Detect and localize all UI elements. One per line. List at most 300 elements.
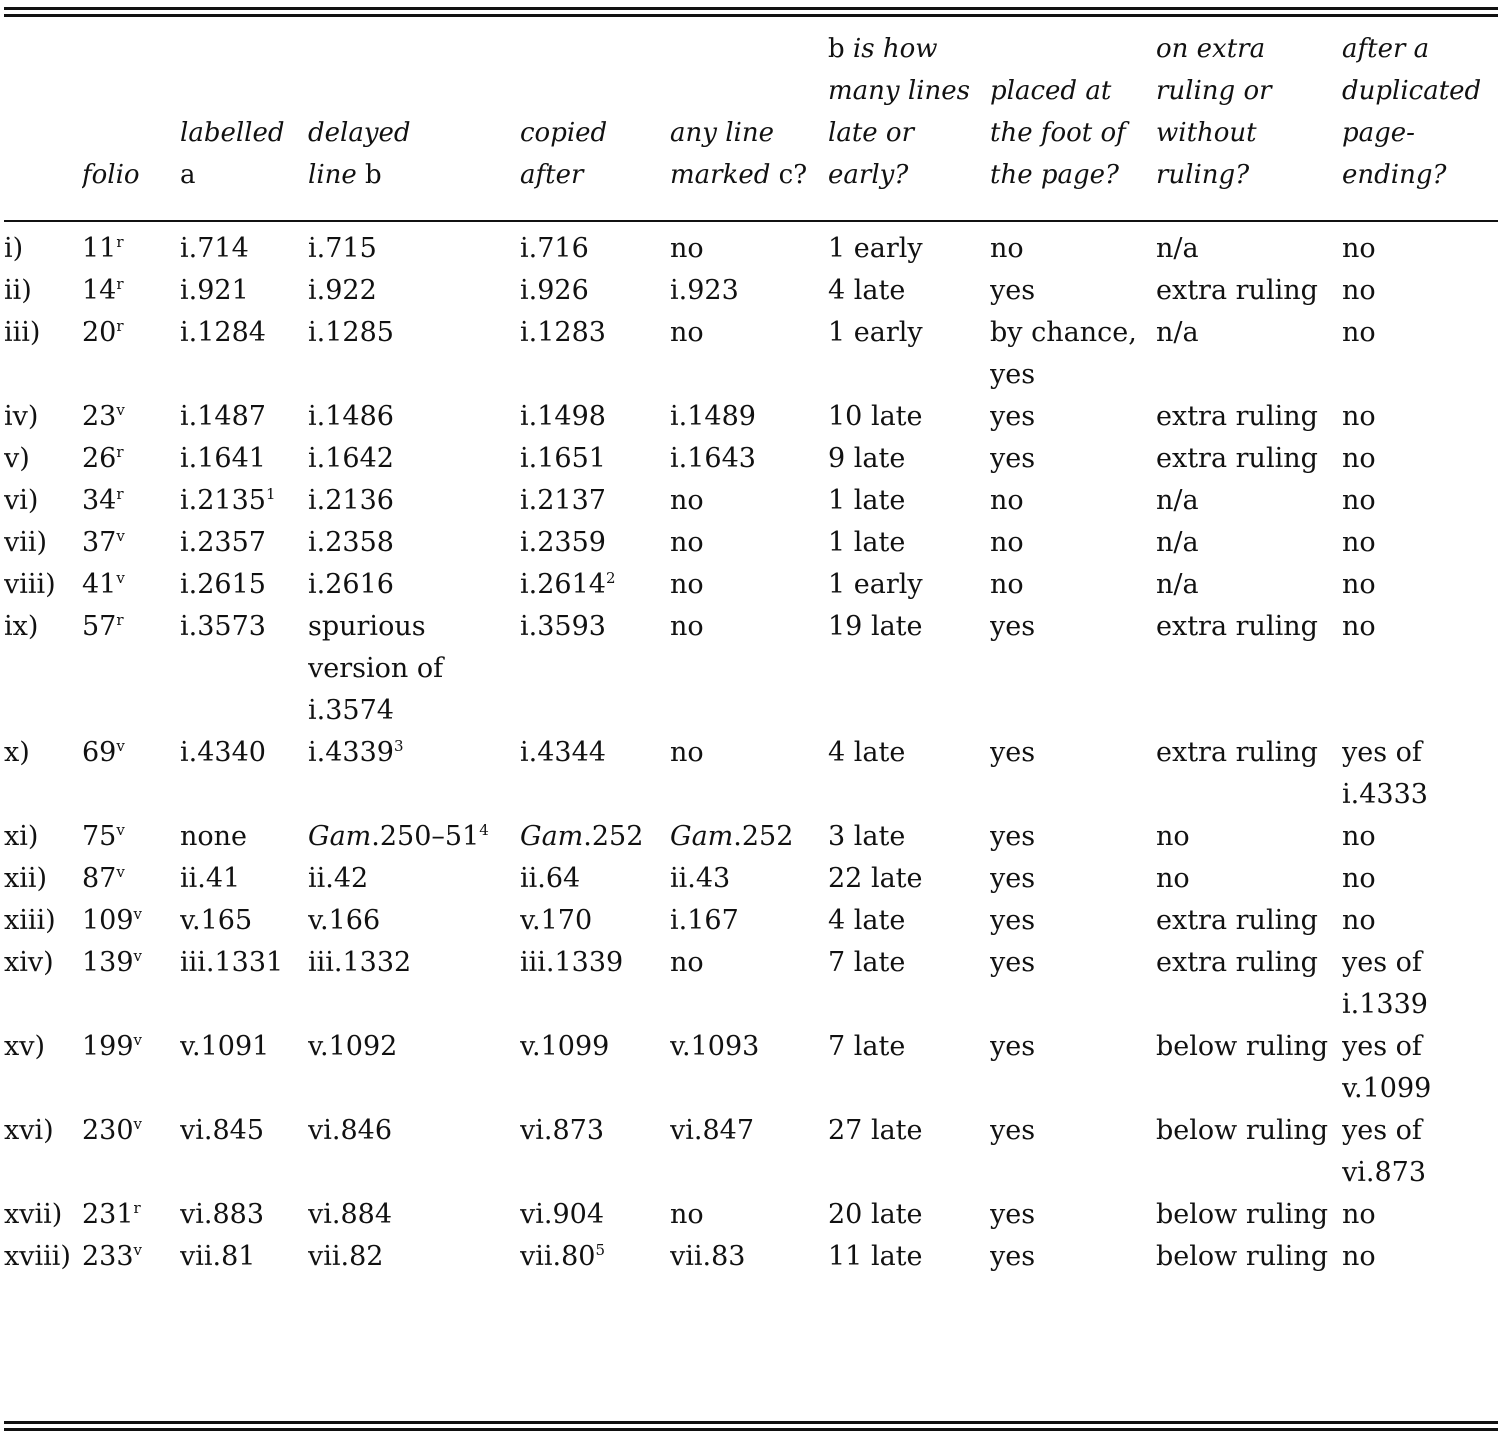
delayed-cell bbox=[308, 816, 520, 858]
duplicated-text: yes of v.1099 bbox=[1342, 1031, 1432, 1104]
labelled-text: iii.1331 bbox=[180, 947, 284, 978]
labelled-text: ii.41 bbox=[180, 863, 241, 894]
howmany-text: 3 late bbox=[828, 821, 906, 852]
howmany-text: 22 late bbox=[828, 863, 923, 894]
num-text: vii) bbox=[4, 527, 48, 558]
foot-text: no bbox=[990, 485, 1024, 516]
folio-cell bbox=[82, 564, 180, 606]
marked-text: no bbox=[670, 611, 704, 642]
table-row bbox=[4, 1236, 1498, 1278]
folio-cell bbox=[82, 312, 180, 396]
num-text: iv) bbox=[4, 401, 39, 432]
side-text: v bbox=[133, 947, 143, 965]
side-text: v bbox=[116, 401, 125, 419]
num-text: xiii) bbox=[4, 905, 56, 936]
duplicated-cell bbox=[1342, 396, 1498, 438]
header-row bbox=[4, 0, 1498, 204]
delayed-text: i.1642 bbox=[308, 443, 394, 474]
row-number bbox=[4, 564, 82, 606]
delayed-text: spurious version of i.3574 bbox=[308, 611, 444, 726]
duplicated-text: yes of i.4333 bbox=[1342, 737, 1428, 810]
marked-text: i.1489 bbox=[670, 401, 756, 432]
copied-text: i.1283 bbox=[520, 317, 606, 348]
duplicated-text: no bbox=[1342, 821, 1376, 852]
ruling-text: no bbox=[1156, 821, 1190, 852]
marked-text: i.1643 bbox=[670, 443, 756, 474]
foot-cell bbox=[990, 228, 1156, 270]
duplicated-text: no bbox=[1342, 863, 1376, 894]
copied-text: i.716 bbox=[520, 233, 589, 264]
copied-cell bbox=[520, 438, 670, 480]
side-text: v bbox=[133, 1115, 143, 1133]
howmany-cell bbox=[828, 522, 990, 564]
howmany-text: 7 late bbox=[828, 1031, 906, 1062]
delayed-text: i.2136 bbox=[308, 485, 394, 516]
folio-text: 11 bbox=[82, 233, 117, 264]
foot-cell bbox=[990, 1194, 1156, 1236]
delayed-cell bbox=[308, 942, 520, 1026]
ruling-cell bbox=[1156, 438, 1342, 480]
copied-text: i.1651 bbox=[520, 443, 606, 474]
row-number bbox=[4, 480, 82, 522]
side-text: r bbox=[116, 443, 124, 461]
delayed-cell bbox=[308, 900, 520, 942]
num-text: ii) bbox=[4, 275, 32, 306]
foot-cell bbox=[990, 900, 1156, 942]
table-row bbox=[4, 1194, 1498, 1236]
row-number bbox=[4, 312, 82, 396]
side-text: v bbox=[133, 1031, 143, 1049]
marked-text: v.1093 bbox=[670, 1031, 760, 1062]
labelled-cell bbox=[180, 1194, 308, 1236]
howmany-cell bbox=[828, 438, 990, 480]
marked-cell bbox=[670, 1236, 828, 1278]
foot-cell bbox=[990, 816, 1156, 858]
marked-text: no bbox=[670, 569, 704, 600]
copied-cell bbox=[520, 732, 670, 816]
duplicated-cell bbox=[1342, 564, 1498, 606]
labelled-cell bbox=[180, 732, 308, 816]
side-text: r bbox=[133, 1199, 141, 1217]
copied-text: i.2614 bbox=[520, 569, 606, 600]
foot-text: no bbox=[990, 527, 1024, 558]
marked-cell bbox=[670, 858, 828, 900]
labelled-cell bbox=[180, 270, 308, 312]
folio-text: 23 bbox=[82, 401, 117, 432]
foot-cell bbox=[990, 270, 1156, 312]
folio-text: 139 bbox=[82, 947, 134, 978]
ruling-cell bbox=[1156, 816, 1342, 858]
labelled-text: i.3573 bbox=[180, 611, 266, 642]
side-text: r bbox=[116, 485, 124, 503]
labelled-text: vi.845 bbox=[180, 1115, 265, 1146]
marked-cell bbox=[670, 270, 828, 312]
howmany-text: 27 late bbox=[828, 1115, 923, 1146]
foot-cell bbox=[990, 1110, 1156, 1194]
copied-italic-text: Gam bbox=[520, 821, 584, 852]
ruling-text: below ruling bbox=[1156, 1241, 1329, 1272]
copied-text: ii.64 bbox=[520, 863, 581, 894]
ruling-text: extra ruling bbox=[1156, 401, 1318, 432]
delayed-cell bbox=[308, 438, 520, 480]
duplicated-text: yes of vi.873 bbox=[1342, 1115, 1427, 1188]
labelled-text: i.2615 bbox=[180, 569, 266, 600]
foot-cell bbox=[990, 438, 1156, 480]
ruling-cell bbox=[1156, 606, 1342, 732]
duplicated-cell bbox=[1342, 606, 1498, 732]
delayed-cell bbox=[308, 480, 520, 522]
row-number bbox=[4, 858, 82, 900]
delayed-text: v.1092 bbox=[308, 1031, 398, 1062]
ruling-text: n/a bbox=[1156, 569, 1199, 600]
folio-text: 231 bbox=[82, 1199, 134, 1230]
delayed-cell bbox=[308, 606, 520, 732]
folio-text: 41 bbox=[82, 569, 117, 600]
foot-cell bbox=[990, 1026, 1156, 1110]
header-labelled: labelled a bbox=[180, 118, 285, 190]
copied-text: i.3593 bbox=[520, 611, 606, 642]
delayed-cell bbox=[308, 312, 520, 396]
foot-cell bbox=[990, 522, 1156, 564]
num-text: xiv) bbox=[4, 947, 54, 978]
marked-italic-text: Gam bbox=[670, 821, 734, 852]
howmany-text: 1 late bbox=[828, 485, 906, 516]
folio-text: 57 bbox=[82, 611, 117, 642]
folio-cell bbox=[82, 480, 180, 522]
delayed-cell bbox=[308, 1026, 520, 1110]
delayed-sup-text: 3 bbox=[393, 737, 404, 755]
ruling-cell bbox=[1156, 1236, 1342, 1278]
howmany-cell bbox=[828, 732, 990, 816]
ruling-cell bbox=[1156, 564, 1342, 606]
delayed-cell bbox=[308, 1194, 520, 1236]
ruling-text: below ruling bbox=[1156, 1031, 1329, 1062]
ruling-text: no bbox=[1156, 863, 1190, 894]
delayed-text: vi.846 bbox=[308, 1115, 393, 1146]
labelled-text: i.2135 bbox=[180, 485, 266, 516]
delayed-cell bbox=[308, 732, 520, 816]
howmany-text: 9 late bbox=[828, 443, 906, 474]
table-row bbox=[4, 522, 1498, 564]
table-row bbox=[4, 606, 1498, 732]
foot-cell bbox=[990, 480, 1156, 522]
howmany-cell bbox=[828, 858, 990, 900]
duplicated-cell bbox=[1342, 816, 1498, 858]
header-duplicated: after a duplicated page-ending? bbox=[1342, 34, 1482, 190]
labelled-text: none bbox=[180, 821, 248, 852]
marked-text: no bbox=[670, 233, 704, 264]
foot-text: yes bbox=[990, 905, 1036, 936]
ruling-text: below ruling bbox=[1156, 1115, 1329, 1146]
folio-text: 230 bbox=[82, 1115, 134, 1146]
foot-cell bbox=[990, 606, 1156, 732]
marked-cell bbox=[670, 900, 828, 942]
ruling-text: extra ruling bbox=[1156, 905, 1318, 936]
folio-text: 37 bbox=[82, 527, 117, 558]
marked-cell bbox=[670, 732, 828, 816]
ruling-text: extra ruling bbox=[1156, 275, 1318, 306]
side-text: r bbox=[116, 233, 124, 251]
delayed-cell bbox=[308, 396, 520, 438]
folio-text: 20 bbox=[82, 317, 117, 348]
table-row bbox=[4, 942, 1498, 1026]
folio-text: 26 bbox=[82, 443, 117, 474]
duplicated-text: no bbox=[1342, 905, 1376, 936]
labelled-text: i.1487 bbox=[180, 401, 266, 432]
labelled-text: vii.81 bbox=[180, 1241, 256, 1272]
copied-cell bbox=[520, 1026, 670, 1110]
copied-cell bbox=[520, 396, 670, 438]
howmany-cell bbox=[828, 396, 990, 438]
foot-text: yes bbox=[990, 611, 1036, 642]
duplicated-cell bbox=[1342, 1236, 1498, 1278]
ruling-text: extra ruling bbox=[1156, 611, 1318, 642]
num-text: xvii) bbox=[4, 1199, 63, 1230]
labelled-text: i.4340 bbox=[180, 737, 266, 768]
marked-text: no bbox=[670, 485, 704, 516]
duplicated-text: no bbox=[1342, 317, 1376, 348]
bottom-rule-outer bbox=[4, 1428, 1498, 1431]
table-row bbox=[4, 438, 1498, 480]
howmany-text: 11 late bbox=[828, 1241, 923, 1272]
copied-text: .252 bbox=[583, 821, 644, 852]
folio-cell bbox=[82, 606, 180, 732]
foot-text: yes bbox=[990, 275, 1036, 306]
folio-cell bbox=[82, 438, 180, 480]
marked-cell bbox=[670, 1026, 828, 1110]
labelled-cell bbox=[180, 564, 308, 606]
row-number bbox=[4, 606, 82, 732]
duplicated-cell bbox=[1342, 228, 1498, 270]
side-text: v bbox=[133, 905, 143, 923]
copied-text: i.2359 bbox=[520, 527, 606, 558]
ruling-cell bbox=[1156, 858, 1342, 900]
howmany-text: 19 late bbox=[828, 611, 923, 642]
duplicated-text: no bbox=[1342, 443, 1376, 474]
marked-cell bbox=[670, 816, 828, 858]
howmany-cell bbox=[828, 312, 990, 396]
marked-cell bbox=[670, 564, 828, 606]
side-text: v bbox=[116, 569, 125, 587]
folio-cell bbox=[82, 1026, 180, 1110]
duplicated-cell bbox=[1342, 522, 1498, 564]
ruling-text: below ruling bbox=[1156, 1199, 1329, 1230]
labelled-sup-text: 1 bbox=[265, 485, 276, 503]
delayed-cell bbox=[308, 228, 520, 270]
copied-cell bbox=[520, 270, 670, 312]
duplicated-text: no bbox=[1342, 1199, 1376, 1230]
howmany-cell bbox=[828, 1194, 990, 1236]
copied-text: i.4344 bbox=[520, 737, 606, 768]
labelled-cell bbox=[180, 312, 308, 396]
table-row bbox=[4, 564, 1498, 606]
num-text: xii) bbox=[4, 863, 48, 894]
num-text: vi) bbox=[4, 485, 39, 516]
copied-cell bbox=[520, 1236, 670, 1278]
marked-cell bbox=[670, 606, 828, 732]
side-text: v bbox=[116, 821, 125, 839]
header-delayed: delayed line b bbox=[308, 118, 411, 190]
howmany-cell bbox=[828, 1026, 990, 1110]
marked-cell bbox=[670, 1194, 828, 1236]
table-row bbox=[4, 228, 1498, 270]
marked-text: no bbox=[670, 947, 704, 978]
delayed-cell bbox=[308, 564, 520, 606]
duplicated-text: yes of i.1339 bbox=[1342, 947, 1428, 1020]
folio-text: 199 bbox=[82, 1031, 134, 1062]
delayed-sup-text: 4 bbox=[479, 821, 489, 839]
labelled-text: i.1641 bbox=[180, 443, 266, 474]
num-text: iii) bbox=[4, 317, 41, 348]
duplicated-text: no bbox=[1342, 233, 1376, 264]
howmany-cell bbox=[828, 564, 990, 606]
marked-cell bbox=[670, 396, 828, 438]
howmany-cell bbox=[828, 270, 990, 312]
folio-text: 34 bbox=[82, 485, 117, 516]
copied-cell bbox=[520, 1110, 670, 1194]
marked-text: vi.847 bbox=[670, 1115, 755, 1146]
ruling-cell bbox=[1156, 732, 1342, 816]
table-row bbox=[4, 732, 1498, 816]
foot-text: yes bbox=[990, 1031, 1036, 1062]
ruling-text: extra ruling bbox=[1156, 737, 1318, 768]
duplicated-cell bbox=[1342, 1110, 1498, 1194]
num-text: viii) bbox=[4, 569, 56, 600]
labelled-cell bbox=[180, 606, 308, 732]
marked-text: no bbox=[670, 527, 704, 558]
copied-text: i.2137 bbox=[520, 485, 606, 516]
copied-cell bbox=[520, 228, 670, 270]
table-body bbox=[4, 204, 1498, 1278]
copied-cell bbox=[520, 480, 670, 522]
delayed-text: i.922 bbox=[308, 275, 377, 306]
marked-cell bbox=[670, 522, 828, 564]
header-number bbox=[4, 0, 82, 204]
howmany-cell bbox=[828, 606, 990, 732]
labelled-text: i.714 bbox=[180, 233, 249, 264]
row-number bbox=[4, 438, 82, 480]
ruling-cell bbox=[1156, 1194, 1342, 1236]
ruling-text: extra ruling bbox=[1156, 443, 1318, 474]
labelled-text: i.2357 bbox=[180, 527, 266, 558]
marked-cell bbox=[670, 1110, 828, 1194]
foot-text: yes bbox=[990, 947, 1036, 978]
foot-text: yes bbox=[990, 821, 1036, 852]
howmany-cell bbox=[828, 1110, 990, 1194]
bottom-rule-inner bbox=[4, 1421, 1498, 1424]
howmany-text: 4 late bbox=[828, 275, 906, 306]
copied-cell bbox=[520, 312, 670, 396]
copied-cell bbox=[520, 858, 670, 900]
side-text: v bbox=[116, 527, 125, 545]
foot-cell bbox=[990, 396, 1156, 438]
copied-cell bbox=[520, 942, 670, 1026]
copied-text: iii.1339 bbox=[520, 947, 624, 978]
side-text: r bbox=[116, 611, 124, 629]
ruling-text: extra ruling bbox=[1156, 947, 1318, 978]
ruling-cell bbox=[1156, 312, 1342, 396]
duplicated-cell bbox=[1342, 942, 1498, 1026]
delayed-cell bbox=[308, 1110, 520, 1194]
row-number bbox=[4, 522, 82, 564]
header-ruling: on extra ruling or without ruling? bbox=[1156, 34, 1272, 190]
num-text: i) bbox=[4, 233, 24, 264]
table-row bbox=[4, 480, 1498, 522]
howmany-text: 4 late bbox=[828, 737, 906, 768]
marked-text: i.923 bbox=[670, 275, 739, 306]
duplicated-cell bbox=[1342, 1194, 1498, 1236]
duplicated-cell bbox=[1342, 1026, 1498, 1110]
ruling-text: n/a bbox=[1156, 527, 1199, 558]
marked-text: no bbox=[670, 317, 704, 348]
labelled-cell bbox=[180, 522, 308, 564]
foot-text: yes bbox=[990, 401, 1036, 432]
num-text: v) bbox=[4, 443, 30, 474]
folio-cell bbox=[82, 1236, 180, 1278]
marked-cell bbox=[670, 942, 828, 1026]
labelled-cell bbox=[180, 816, 308, 858]
folio-cell bbox=[82, 858, 180, 900]
marked-cell bbox=[670, 312, 828, 396]
marked-text: ii.43 bbox=[670, 863, 731, 894]
delayed-italic-text: Gam bbox=[308, 821, 372, 852]
row-number bbox=[4, 228, 82, 270]
delayed-text: i.715 bbox=[308, 233, 377, 264]
labelled-cell bbox=[180, 228, 308, 270]
folio-text: 87 bbox=[82, 863, 117, 894]
side-text: v bbox=[116, 863, 125, 881]
ruling-text: n/a bbox=[1156, 317, 1199, 348]
collation-table bbox=[4, 0, 1498, 1278]
delayed-text: i.2358 bbox=[308, 527, 394, 558]
copied-cell bbox=[520, 1194, 670, 1236]
row-number bbox=[4, 396, 82, 438]
foot-text: by chance, yes bbox=[990, 317, 1137, 390]
foot-cell bbox=[990, 564, 1156, 606]
ruling-cell bbox=[1156, 942, 1342, 1026]
copied-text: v.1099 bbox=[520, 1031, 610, 1062]
delayed-cell bbox=[308, 270, 520, 312]
duplicated-text: no bbox=[1342, 611, 1376, 642]
labelled-cell bbox=[180, 480, 308, 522]
copied-text: vii.80 bbox=[520, 1241, 596, 1272]
table-row bbox=[4, 900, 1498, 942]
ruling-cell bbox=[1156, 900, 1342, 942]
labelled-cell bbox=[180, 942, 308, 1026]
howmany-text: 1 early bbox=[828, 317, 923, 348]
copied-sup-text: 2 bbox=[605, 569, 616, 587]
labelled-cell bbox=[180, 396, 308, 438]
folio-cell bbox=[82, 522, 180, 564]
delayed-text: i.4339 bbox=[308, 737, 394, 768]
delayed-text: ii.42 bbox=[308, 863, 369, 894]
side-text: r bbox=[116, 317, 124, 335]
howmany-text: 10 late bbox=[828, 401, 923, 432]
foot-text: no bbox=[990, 233, 1024, 264]
copied-text: vi.904 bbox=[520, 1199, 605, 1230]
table-row bbox=[4, 396, 1498, 438]
howmany-text: 1 early bbox=[828, 569, 923, 600]
ruling-cell bbox=[1156, 270, 1342, 312]
copied-cell bbox=[520, 522, 670, 564]
foot-text: yes bbox=[990, 863, 1036, 894]
delayed-cell bbox=[308, 1236, 520, 1278]
howmany-text: 1 late bbox=[828, 527, 906, 558]
marked-text: .252 bbox=[733, 821, 794, 852]
delayed-text: i.2616 bbox=[308, 569, 394, 600]
delayed-text: i.1486 bbox=[308, 401, 394, 432]
folio-text: 14 bbox=[82, 275, 117, 306]
